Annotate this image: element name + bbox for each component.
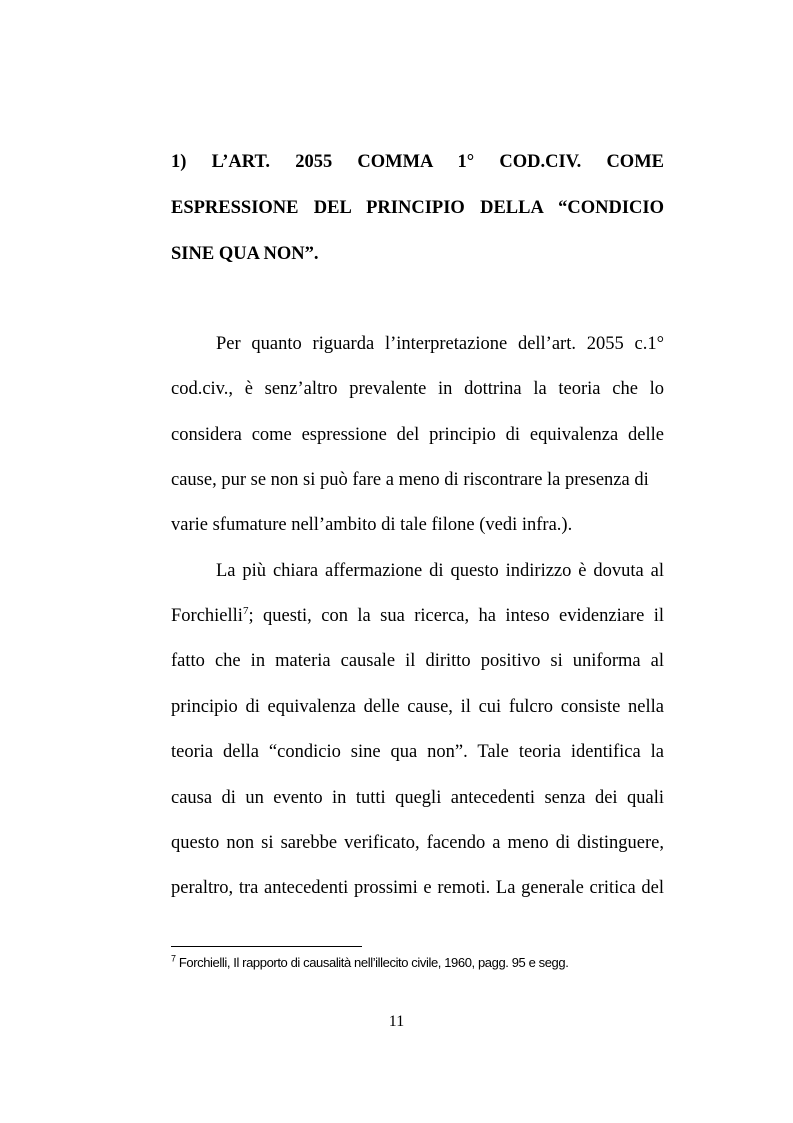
page-number: 11: [388, 1013, 405, 1030]
paragraph1-line-2: cod.civ., è senz’altro prevalente in dottrina la teoria che lo: [171, 379, 664, 399]
paragraph2-line-4: principio di equivalenza delle cause, il cui fulcro consiste nella: [171, 697, 664, 717]
paragraph2-line-6: causa di un evento in tutti quegli antecedenti senza dei quali: [171, 788, 664, 808]
heading-line-3: SINE QUA NON”.: [171, 244, 319, 264]
paragraph2-line-7: questo non si sarebbe verificato, facendo a meno di distinguere,: [171, 833, 664, 853]
paragraph1-line-1: Per quanto riguarda l’interpretazione dell’art. 2055 c.1°: [216, 334, 664, 354]
footnote: [171, 954, 731, 972]
paragraph2-line-2: [171, 604, 664, 628]
paragraph1-line-4: cause, pur se non si può fare a meno di riscontrare la presenza di: [171, 470, 649, 490]
footnote-divider: [171, 946, 362, 947]
author-name: Forchielli: [171, 606, 243, 626]
paragraph2-line-3: fatto che in materia causale il diritto positivo si uniforma al: [171, 651, 664, 671]
paragraph2-line-2-rest: ; questi, con la sua ricerca, ha inteso evidenziare il: [248, 606, 664, 626]
heading-line-2: ESPRESSIONE DEL PRINCIPIO DELLA “CONDICIO: [171, 198, 664, 218]
paragraph2-line-1: La più chiara affermazione di questo indirizzo è dovuta al: [216, 561, 664, 581]
paragraph1-line-3: considera come espressione del principio di equivalenza delle: [171, 425, 664, 445]
footnote-text: Forchielli, Il rapporto di causalità nell’illecito civile, 1960, pagg. 95 e segg.: [175, 955, 569, 970]
paragraph2-line-5: teoria della “condicio sine qua non”. Tale teoria identifica la: [171, 742, 664, 762]
paragraph1-line-5: varie sfumature nell’ambito di tale filone (vedi infra.).: [171, 515, 573, 535]
footnote-reference[interactable]: 7: [242, 604, 249, 617]
footnote-number: 7: [171, 953, 176, 964]
heading-line-1: 1) L’ART. 2055 COMMA 1° COD.CIV. COME: [171, 152, 664, 172]
paragraph2-line-8: peraltro, tra antecedenti prossimi e remoti. La generale critica del: [171, 878, 664, 898]
